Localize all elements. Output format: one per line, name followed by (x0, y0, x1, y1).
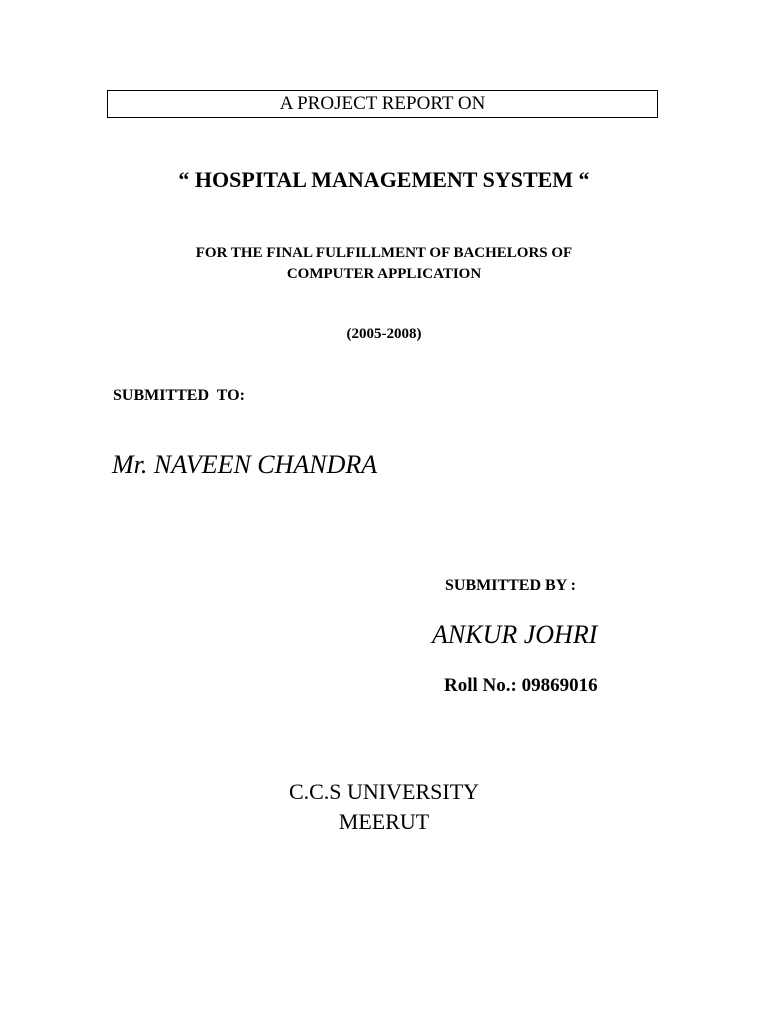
purpose-line-2: COMPUTER APPLICATION (286, 266, 482, 282)
university-city: MEERUT (338, 809, 430, 834)
roll-number: Roll No.: 09869016 (444, 675, 598, 696)
session-years: (2005-2008) (346, 326, 422, 342)
report-heading: A PROJECT REPORT ON (279, 93, 486, 114)
submitted-by-label: SUBMITTED BY : (445, 577, 576, 594)
university-block (0, 777, 768, 837)
report-heading-box (107, 90, 658, 118)
purpose-statement (134, 243, 634, 285)
university-name: C.C.S UNIVERSITY (288, 779, 480, 804)
guide-name: Mr. NAVEEN CHANDRA (112, 450, 378, 479)
student-name: ANKUR JOHRI (432, 620, 598, 649)
project-title: “ HOSPITAL MANAGEMENT SYSTEM “ (178, 167, 590, 192)
submitted-to-label: SUBMITTED TO: (113, 387, 245, 404)
purpose-line-1: FOR THE FINAL FULFILLMENT OF BACHELORS OF (195, 245, 573, 261)
